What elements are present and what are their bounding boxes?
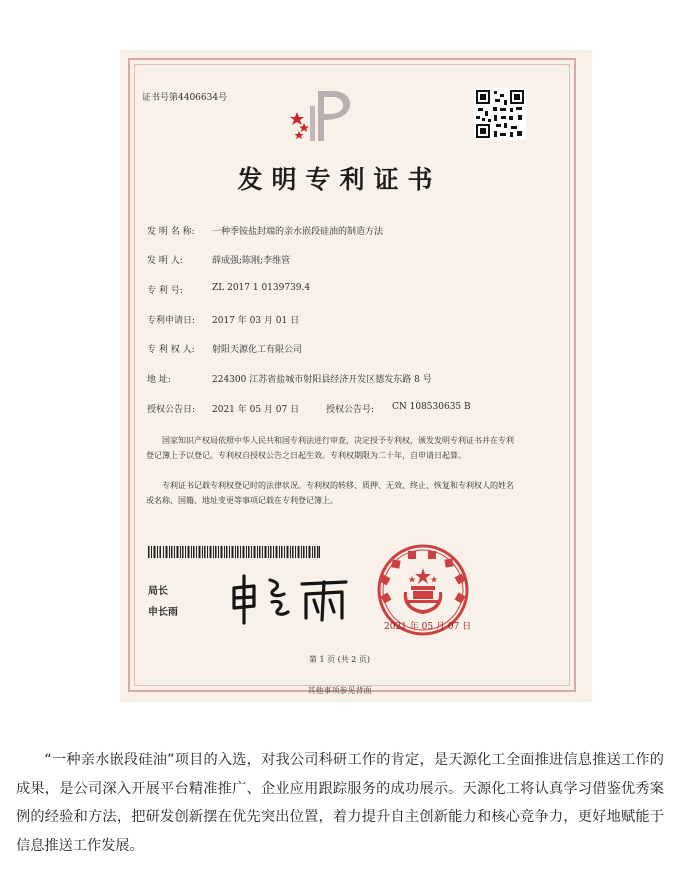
- value-grant-number: CN 108530635 B: [392, 402, 471, 412]
- article-caption: “一种亲水嵌段硅油”项目的入选，对我公司科研工作的肯定，是天源化工全面推进信息推送工作的成果，是公司深入开展平台精准推广、企业应用跟踪服务的成功展示。天源化工将认真学习借鉴优秀案例的经验和方法，把研发创新摆在优先突出位置，着力提升自主创新能力和核心竞争力，更好地赋能于信息推送工作发展。: [16, 752, 664, 854]
- label-patentee: 专 利 权 人:: [147, 345, 195, 355]
- value-grant-date: 2021 年 05 月 07 日: [212, 405, 300, 415]
- seal-date: 2021 年 05 月 07 日: [384, 622, 472, 632]
- label-address: 地 址:: [147, 375, 171, 385]
- label-patent-number: 专 利 号:: [147, 286, 183, 296]
- certificate-title: 发明专利证书: [237, 165, 442, 194]
- certificate-paragraph-2: 专利证书记载专利权登记时的法律状况。专利权的转移、质押、无效、终止、恢复和专利权人的姓名或名称、国籍、地址变更等事项记载在专利登记簿上。: [146, 481, 514, 505]
- label-grant-date: 授权公告日:: [147, 405, 196, 415]
- patent-office-logo-icon: [288, 86, 358, 146]
- page-number: 第 1 页 (共 2 页): [308, 655, 371, 664]
- label-grant-number: 授权公告号:: [326, 405, 375, 415]
- value-patentee: 射阳天源化工有限公司: [212, 345, 303, 355]
- certificate-paragraph-1: 国家知识产权局依照中华人民共和国专利法进行审查，决定授予专利权，颁发发明专利证书并在专利登记簿上予以登记。专利权自授权公告之日起生效。专利权期限为二十年，自申请日起算。: [146, 436, 514, 460]
- qr-code-icon: [474, 88, 526, 140]
- label-application-date: 专利申请日:: [147, 316, 196, 326]
- label-inventor: 发 明 人:: [147, 256, 183, 266]
- director-name: 申长雨: [148, 607, 178, 618]
- director-title: 局长: [148, 586, 168, 597]
- signature-icon: [226, 568, 356, 628]
- certificate-number: 证书号第4406634号: [142, 93, 228, 103]
- label-invention-name: 发 明 名 称:: [147, 227, 195, 237]
- value-patent-number: ZL 2017 1 0139739.4: [212, 283, 311, 293]
- value-invention-name: 一种季铵盐封端的亲水嵌段硅油的制造方法: [212, 227, 384, 237]
- barcode-icon: [148, 546, 320, 558]
- value-application-date: 2017 年 03 月 01 日: [212, 316, 300, 326]
- back-note: 其他事项参见背面: [307, 686, 372, 695]
- value-inventor: 薛成强;陈刚;李维管: [212, 256, 291, 266]
- value-address: 224300 江苏省盐城市射阳县经济开发区德发东路 8 号: [212, 375, 432, 385]
